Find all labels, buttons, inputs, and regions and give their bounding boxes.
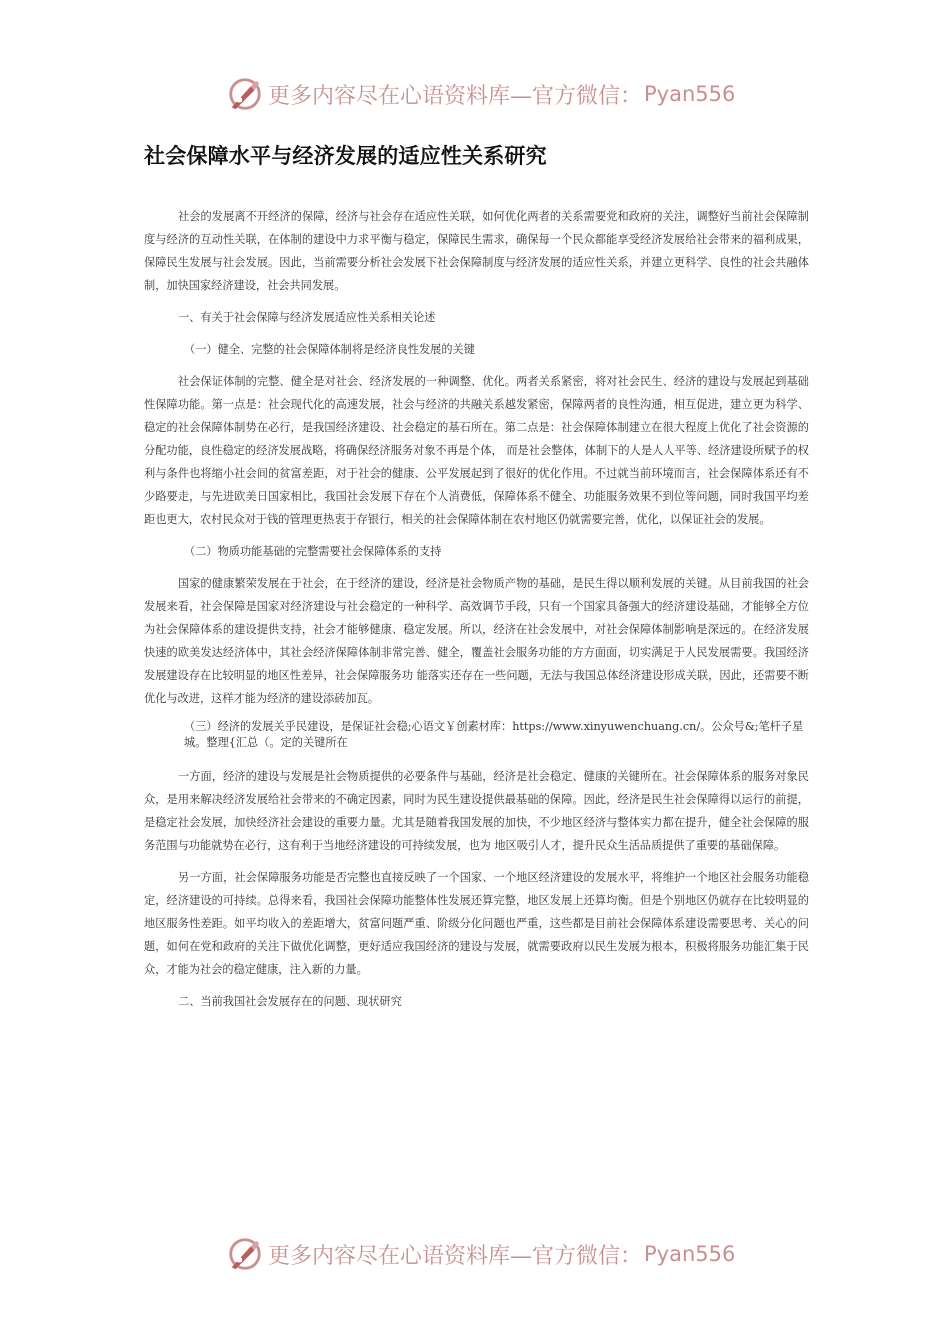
watermark-banner-bottom [226,1234,735,1274]
pen-logo-icon [226,75,264,113]
section-heading-1: 一、有关于社会保障与经济发展适应性关系相关论述 [178,311,436,324]
subsection-paragraph-2: 国家的健康繁荣发展在于社会，在于经济的建设，经济是社会物质产物的基础，是民生得以顺利发展的关键。从目前我国的社会发展来看，社会保障是国家对经济建设与社会稳定的一种科学、高效调节手段，只有一个国家具备强大的经济建设基础，才能够全方位为社会保障体系的建设提供支持，社会才能够健康、稳定发展。所以，经济在社会发展中，对社会保障体制影响是深远的。在经济发展快速的欧美发达经济体中，其社会经济保障体制非常完善、健全，覆盖社会服务功能的方方面面，切实满足于人民发展需要。我国经济发展建设存在比较明显的地区性差异，社会保障服务功 能落实还存在一些问题，无法与我国总体经济建设形成关联，因此，还需要不断优化与改进，这样才能为经济的建设添砖加瓦。 [144,577,809,705]
pen-logo-icon [226,1235,264,1273]
subsection-heading-3: （三）经济的发展关乎民建设，是保证社会稳;心语文￥创素材库：https://www.xinyuwenchuang.cn/。公众号&;笔杆子星城。整理{汇总（。定的关键所在 [184,720,804,749]
watermark-text: 更多内容尽在心语资料库—官方微信： [268,1243,643,1269]
section-heading-2: 二、当前我国社会发展存在的问题、现状研究 [178,995,402,1008]
subsection-paragraph-3a: 一方面，经济的建设与发展是社会物质提供的必要条件与基础，经济是社会稳定、健康的关键所在。社会保障体系的服务对象民众，是用来解决经济发展给社会带来的不确定因素，同时为民生建设提供最基础的保障。因此，经济是民生社会保障得以运行的前提，是稳定社会发展，加快经济社会建设的重要力量。尤其是随着我国发展的加快，不少地区经济与整体实力都在提升，健全社会保障的服务范围与功能就势在必行，这有利于当地经济建设的可持续发展，也为 地区吸引人才，提升民众生活品质提供了重要的基础保障。 [144,770,809,852]
document-body [144,205,809,1022]
subsection-paragraph-3b: 另一方面，社会保障服务功能是否完整也直接反映了一个国家、一个地区经济建设的发展水平，将维护一个地区社会服务功能稳定，经济建设的可持续。总得来看，我国社会保障功能整体性发展还算完整，地区发展上还算均衡。但是个别地区仍就存在比较明显的地区服务性差距。如平均收入的差距增大，贫富问题严重、阶级分化问题也严重，这些都是目前社会保障体系建设需要思考、关心的问题，如何在党和政府的关注下做优化调整，更好适应我国经济的建设与发展，就需要政府以民生发展为根本，积极将服务功能汇集于民众，才能为社会的稳定健康，注入新的力量。 [144,871,809,976]
subsection-heading-2: （二）物质功能基础的完整需要社会保障体系的支持 [184,545,442,558]
wechat-id: Pyan556 [644,82,736,106]
watermark-banner-top [226,74,735,114]
page-title: 社会保障水平与经济发展的适应性关系研究 [144,144,547,168]
intro-paragraph: 社会的发展离不开经济的保障，经济与社会存在适应性关联，如何优化两者的关系需要党和政府的关注，调整好当前社会保障制度与经济的互动性关联，在体制的建设中力求平衡与稳定，保障民生需求，确保每一个民众都能享受经济发展给社会带来的福利成果，保障民生发展与社会发展。因此，当前需要分析社会发展下社会保障制度与经济发展的适应性关系，并建立更科学、良性的社会共融体制，加快国家经济建设，社会共同发展。 [144,210,809,292]
subsection-paragraph-1: 社会保证体制的完整、健全是对社会、经济发展的一种调整、优化。两者关系紧密，将对社会民生、经济的建设与发展起到基础性保障功能。第一点是：社会现代化的高速发展，社会与经济的共融关系越发紧密，保障两者的良性沟通，相互促进，建立更为科学、稳定的社会保障体制势在必行，是我国经济建设、社会稳定的基石所在。第二点是：社会保障体制建立在很大程度上优化了社会资源的分配功能，良性稳定的经济发展战略，将确保经济服务对象不再是个体， 而是社会整体，体制下的人是人人平等、经济建设所赋予的权利与条件也将缩小社会间的贫富差距，对于社会的健康、公平发展起到了很好的优化作用。不过就当前环境而言，社会保障体系还有不少路要走，与先进欧美日国家相比，我国社会发展下存在个人消费低，保障体系不健全、功能服务效果不到位等问题，同时我国平均差距也更大，农村民众对于钱的管理更热衷于存银行，相关的社会保障体制在农村地区仍就需要完善，优化，以保证社会的发展。 [144,375,809,526]
subsection-heading-1: （一）健全、完整的社会保障体制将是经济良性发展的关键 [184,343,475,356]
wechat-id: Pyan556 [644,1242,736,1266]
watermark-text: 更多内容尽在心语资料库—官方微信： [268,83,643,109]
